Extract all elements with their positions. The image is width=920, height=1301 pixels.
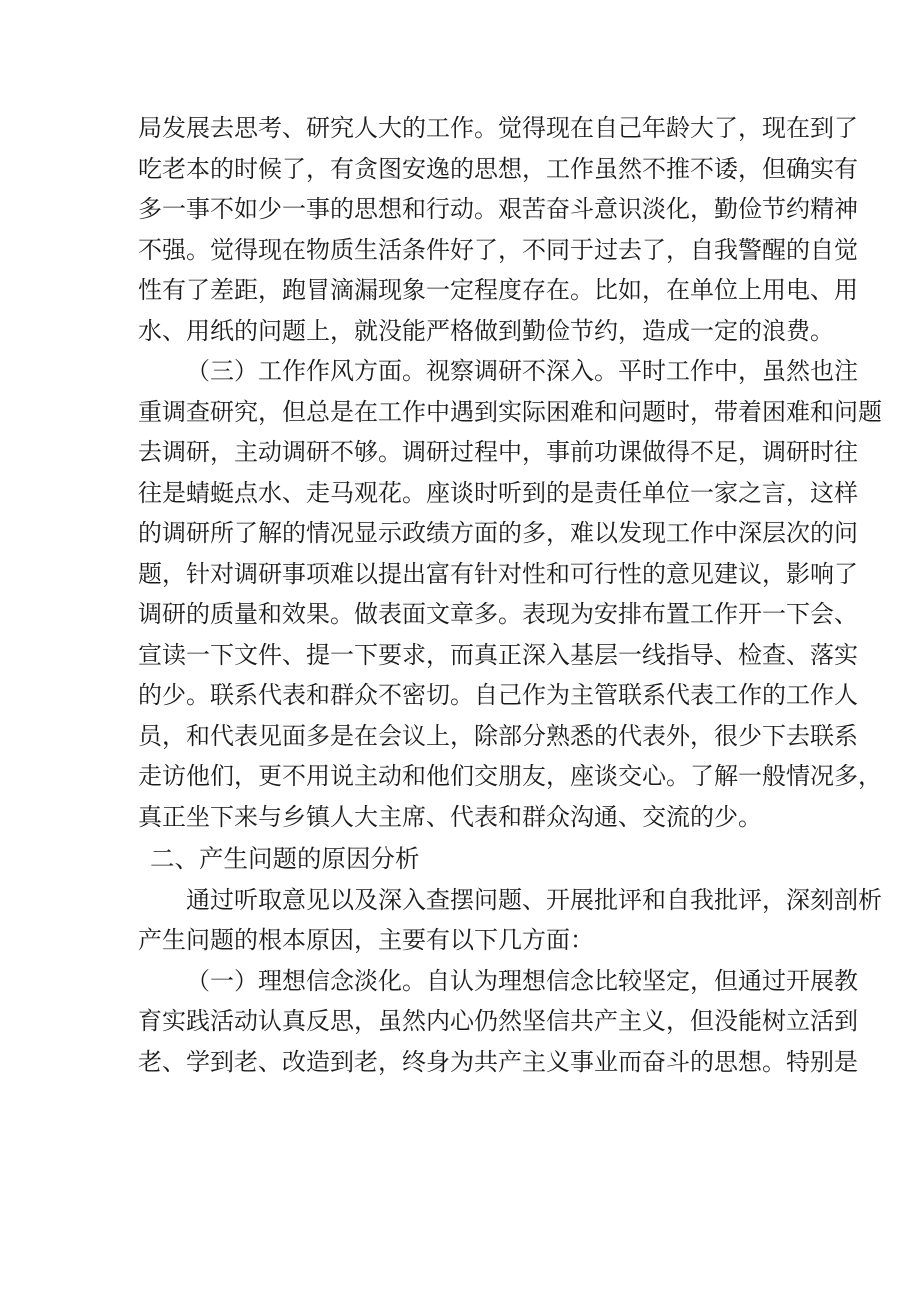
- paragraph-ideals: [138, 961, 858, 1083]
- text-line: （一）理想信念淡化。自认为理想信念比较坚定，但通过开展教: [186, 966, 858, 995]
- text-line: 走访他们，更不用说主动和他们交朋友，座谈交心。了解一般情况多，: [138, 762, 882, 790]
- text-line: 老、学到老、改造到老，终身为共产主义事业而奋斗的思想。特别是: [138, 1047, 858, 1076]
- text-line: （三）工作作风方面。视察调研不深入。平时工作中，虽然也注: [186, 357, 858, 385]
- paragraph-intro: [138, 880, 882, 961]
- text-line: 宣读一下文件、提一下要求，而真正深入基层一线指导、检查、落实: [138, 640, 858, 669]
- text-line: 真正坐下来与乡镇人大主席、代表和群众沟通、交流的少。: [138, 802, 762, 831]
- text-line: 的少。联系代表和群众不密切。自己作为主管联系代表工作的工作人: [138, 681, 858, 709]
- text-line: 调研的质量和效果。做表面文章多。表现为安排布置工作开一下会、: [138, 600, 858, 628]
- document-body: [138, 108, 882, 1082]
- text-line: 员，和代表见面多是在会议上，除部分熟悉的代表外，很少下去联系: [138, 721, 858, 750]
- text-line: 不强。觉得现在物质生活条件好了，不同于过去了，自我警醒的自觉: [138, 235, 858, 264]
- text-line: 重调查研究，但总是在工作中遇到实际困难和问题时，带着困难和问题: [138, 397, 882, 426]
- text-line: 的调研所了解的情况显示政绩方面的多，难以发现工作中深层次的问: [138, 519, 858, 547]
- paragraph-1: [138, 108, 858, 351]
- text-line: 育实践活动认真反思，虽然内心仍然坚信共产主义，但没能树立活到: [138, 1007, 858, 1035]
- text-line: 去调研，主动调研不够。调研过程中，事前功课做得不足，调研时往: [138, 438, 858, 466]
- text-line: 通过听取意见以及深入查摆问题、开展批评和自我批评，深刻剖析: [186, 885, 882, 914]
- text-line: 水、用纸的问题上，就没能严格做到勤俭节约，造成一定的浪费。: [138, 316, 834, 345]
- text-line: 题，针对调研事项难以提出富有针对性和可行性的意见建议，影响了: [138, 559, 858, 588]
- text-line: 吃老本的时候了，有贪图安逸的思想，工作虽然不推不诿，但确实有: [138, 154, 858, 183]
- text-line: 往是蜻蜓点水、走马观花。座谈时听到的是责任单位一家之言，这样: [138, 478, 858, 507]
- text-line: 多一事不如少一事的思想和行动。艰苦奋斗意识淡化，勤俭节约精神: [138, 195, 858, 223]
- text-line: 性有了差距，跑冒滴漏现象一定程度存在。比如，在单位上用电、用: [138, 276, 858, 304]
- paragraph-work-style: [138, 351, 882, 837]
- text-line: 局发展去思考、研究人大的工作。觉得现在自己年龄大了，现在到了: [138, 114, 858, 142]
- text-line: 产生问题的根本原因，主要有以下几方面：: [138, 926, 594, 954]
- section-heading: 二、产生问题的原因分析: [150, 844, 420, 873]
